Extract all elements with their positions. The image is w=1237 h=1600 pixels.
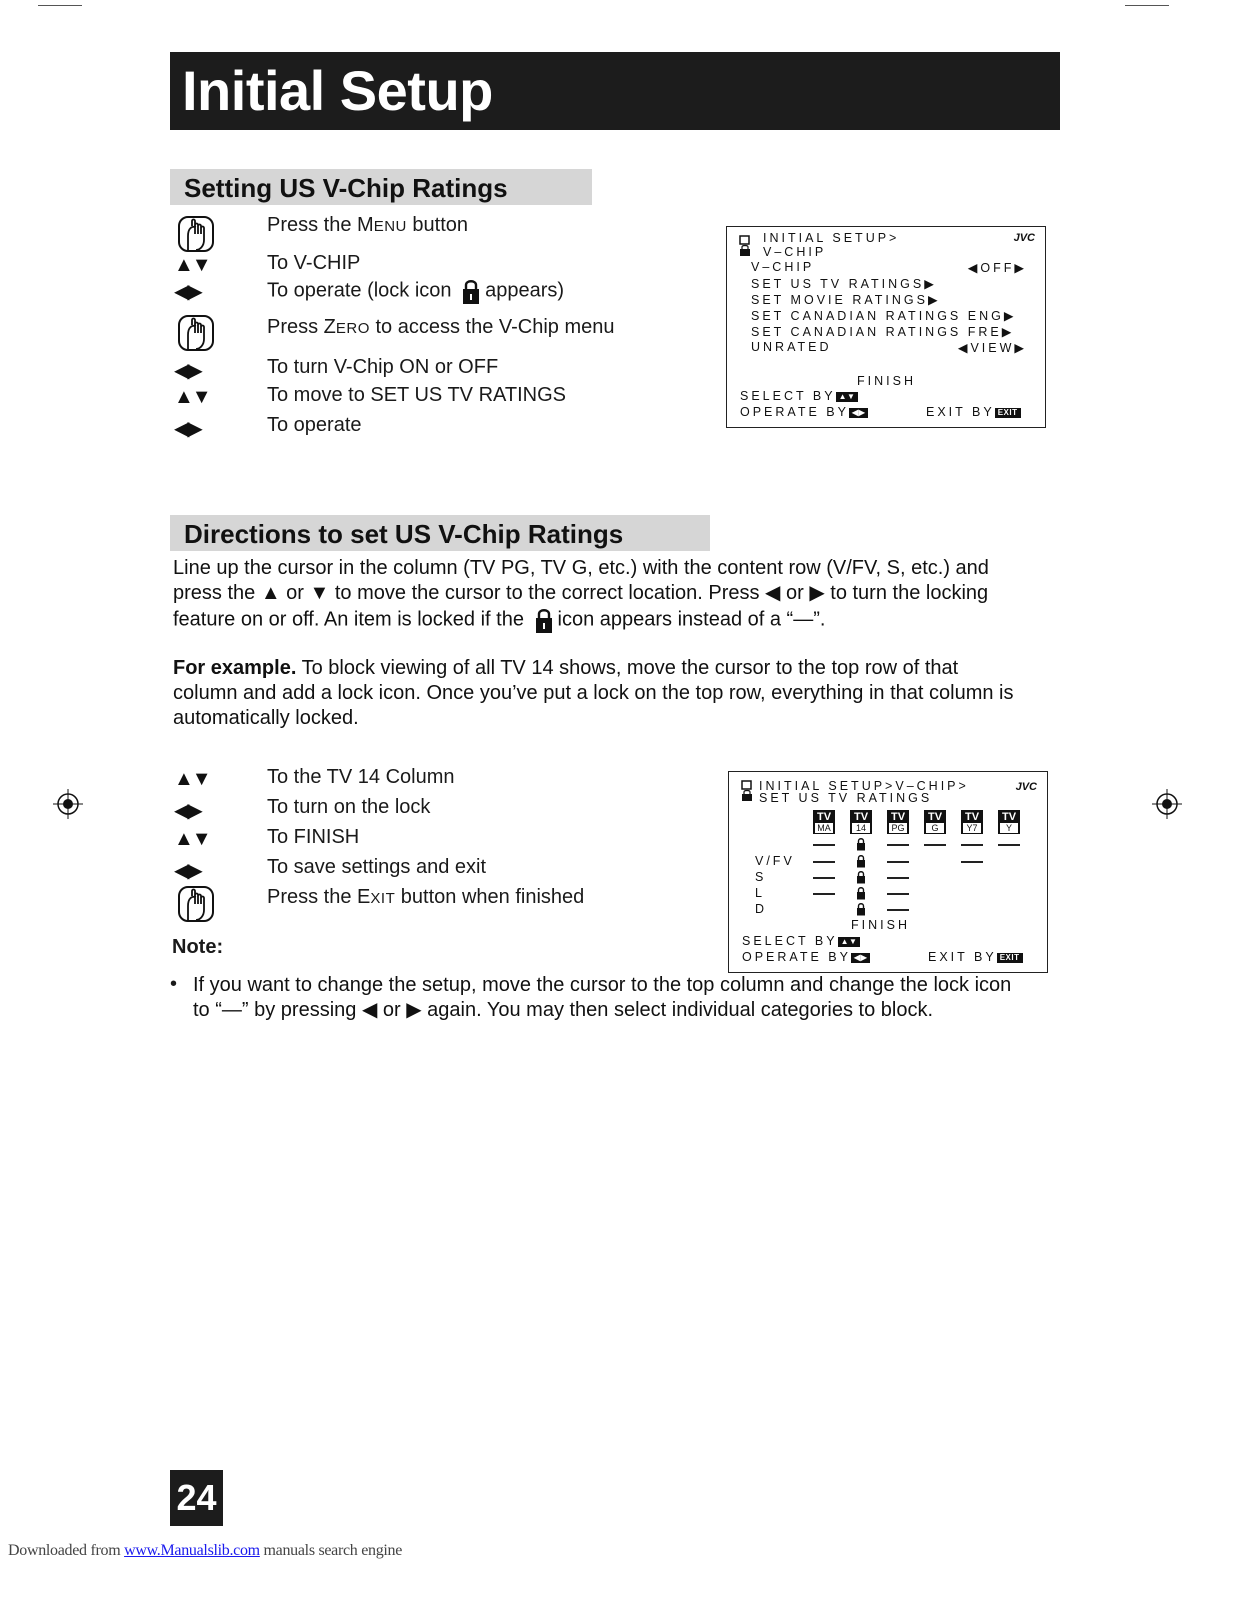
up-down-arrows-icon: ▲▼ (174, 828, 210, 850)
rating-badge-tv-y7: TV Y7 (961, 810, 983, 834)
left-right-key-icon: ◀▶ (849, 407, 868, 418)
up-down-arrows-icon: ▲▼ (174, 254, 210, 276)
lock-icon (856, 886, 866, 900)
footer-download-note: Downloaded from www.Manualslib.com manuals search engine (8, 1542, 403, 1559)
left-right-arrows-icon: ◀▶ (174, 860, 201, 882)
lock-icon (534, 606, 554, 634)
unlocked-dash (924, 844, 946, 846)
unlocked-dash (813, 861, 835, 863)
unlocked-dash (813, 844, 835, 846)
unlocked-dash (887, 893, 909, 895)
step-turn-on-lock: ◀▶ To turn on the lock (174, 796, 431, 822)
osd-screen-vchip: INITIAL SETUP> V–CHIP JVC V–CHIP ◀OFF▶ SET US TV RATINGS▶ SET MOVIE RATINGS▶ SET CANADIAN RATINGS ENG▶ SET CANADIAN RATINGS FRE▶ UNRATED ◀VIEW▶ FINISH SELECT BY ▲▼ OPERATE BY ◀▶ EXIT BY EXIT (726, 226, 1046, 428)
unlocked-dash (961, 844, 983, 846)
step-press-exit: Press the EXIT button when finished (170, 886, 690, 916)
page-title: Initial Setup (182, 59, 493, 122)
rating-badge-tv-y: TV Y (998, 810, 1020, 834)
osd-screen-us-tv-ratings: INITIAL SETUP>V–CHIP> SET US TV RATINGS JVC TV MA TV 14 TV PG TV G TV Y7 TV Y V/FV S L D FINISH SELECT BY ▲▼ OPERATE BY ◀▶ EXIT BY EXIT (728, 771, 1048, 973)
up-down-arrows-icon: ▲▼ (174, 768, 210, 790)
unlocked-dash (813, 893, 835, 895)
rating-badge-tv-ma: TV MA (813, 810, 835, 834)
unlocked-dash (887, 877, 909, 879)
unlocked-dash (887, 844, 909, 846)
unlocked-dash (998, 844, 1020, 846)
note-title: Note: (172, 936, 224, 958)
step-to-operate: ◀▶ To operate (174, 414, 362, 440)
registration-mark-icon (1152, 789, 1182, 819)
registration-mark-icon (53, 789, 83, 819)
rating-badge-tv-pg: TV PG (887, 810, 909, 834)
left-right-arrows-icon: ◀▶ (174, 800, 201, 822)
rating-badge-tv-14: TV 14 (850, 810, 872, 834)
section-heading-directions: Directions to set US V-Chip Ratings (170, 515, 710, 551)
lock-menu-icon (741, 780, 753, 802)
step-to-vchip: ▲▼ To V-CHIP (174, 252, 361, 276)
lock-icon (461, 277, 481, 305)
left-right-arrows-icon: ◀▶ (174, 418, 201, 440)
lock-icon (856, 837, 866, 851)
step-to-operate-lock: ◀▶ To operate (lock icon appears) (170, 277, 690, 307)
crop-mark (1125, 5, 1169, 6)
hand-press-icon (176, 313, 216, 353)
unlocked-dash (813, 877, 835, 879)
page-number: 24 (170, 1470, 223, 1526)
lock-icon (856, 854, 866, 868)
step-press-zero: Press ZERO to access the V-Chip menu (170, 316, 690, 346)
jvc-logo: JVC (1013, 232, 1035, 244)
note-text: If you want to change the setup, move the cursor to the top column and change the lock icon to “—” by pressing ◀ or ▶ again. You may then select individual categories to block. (193, 974, 1012, 1021)
lock-menu-icon (739, 235, 751, 257)
left-right-key-icon: ◀▶ (851, 952, 870, 963)
manualslib-link[interactable]: www.Manualslib.com (124, 1542, 260, 1559)
unlocked-dash (887, 861, 909, 863)
hand-press-icon (176, 884, 216, 924)
step-to-tv14-column: ▲▼ To the TV 14 Column (174, 766, 455, 790)
example-paragraph: For example. To block viewing of all TV 14 shows, move the cursor to the top row of that column and add a lock icon. Once you’ve put a lock on the top row, everything in that column is automatically locked. (173, 657, 1014, 729)
hand-press-icon (176, 214, 216, 254)
exit-key-icon: EXIT (995, 408, 1021, 418)
step-press-menu: Press the MENU button (170, 214, 690, 244)
up-down-key-icon: ▲▼ (836, 391, 859, 402)
step-to-finish: ▲▼ To FINISH (174, 826, 360, 850)
up-down-key-icon: ▲▼ (838, 936, 861, 947)
section-heading-setting-vchip: Setting US V-Chip Ratings (170, 169, 592, 205)
crop-mark (38, 5, 82, 6)
step-turn-vchip-on-off: ◀▶ To turn V-Chip ON or OFF (174, 356, 499, 382)
unlocked-dash (961, 861, 983, 863)
page-header (170, 52, 1060, 130)
left-right-arrows-icon: ◀▶ (174, 360, 201, 382)
exit-key-icon: EXIT (997, 953, 1023, 963)
lock-icon (856, 902, 866, 916)
bullet-icon: • (170, 973, 178, 995)
unlocked-dash (887, 909, 909, 911)
up-down-arrows-icon: ▲▼ (174, 386, 210, 408)
step-move-set-us-tv: ▲▼ To move to SET US TV RATINGS (174, 384, 566, 408)
left-right-arrows-icon: ◀▶ (174, 281, 201, 303)
step-save-and-exit: ◀▶ To save settings and exit (174, 856, 487, 882)
directions-paragraph: Line up the cursor in the column (TV PG, TV G, etc.) with the content row (V/FV, S, etc.) and press the ▲ or ▼ to move the cursor to the correct location. Press ◀ or ▶ to turn the locking feature on or off. An item is locked if the icon appears instead of a “—”. (173, 556, 1073, 634)
lock-icon (856, 870, 866, 884)
rating-badge-tv-g: TV G (924, 810, 946, 834)
jvc-logo: JVC (1015, 781, 1037, 793)
